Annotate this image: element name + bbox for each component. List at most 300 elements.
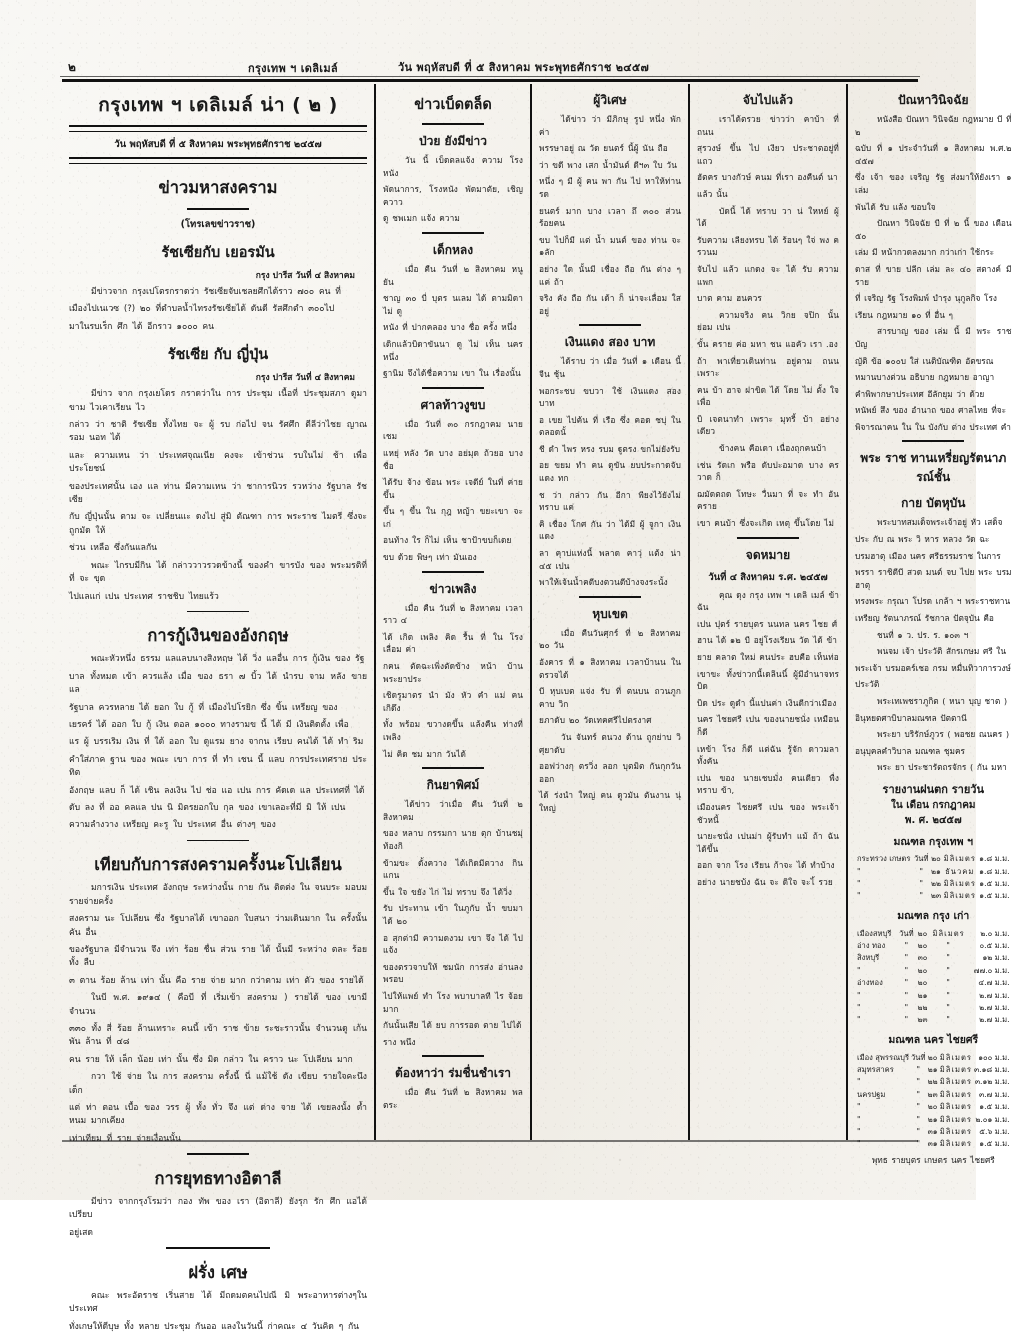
paragraph: คำใส่ภาค ฐาน ของ พณะ เขา การ ที่ ทำ เชน นี้ แลบ การประเทศราย ประทิต: [69, 754, 367, 779]
paragraph: นคร ไชยศรี เปน ของนายชนั่ง เหมือน ก็ดี: [697, 714, 839, 737]
table-cell-amt: ๒.๐๑ ม.ม.: [975, 1114, 1010, 1124]
table-row: [855, 1113, 1012, 1125]
column-2: [374, 84, 530, 1140]
section-royal-medal-line2: กาย บัตหุบัน: [901, 496, 966, 511]
table-cell-dt: ": [916, 1077, 921, 1087]
table-cell-dit: ": [946, 965, 951, 975]
table-cell-dt: ": [916, 1102, 921, 1112]
paragraph: ในบี พ.ศ. ๑๙๑๔ ( คือบี ที่ เริ่มเข้า สงคราม ) รายได้ ของ เขามี จำนวน: [69, 993, 367, 1017]
rule-divider: [737, 537, 799, 539]
table-cell-dt: วันที่: [911, 1052, 926, 1062]
table-cell-place: ": [857, 878, 861, 888]
table-cell-dit: ": [946, 978, 951, 988]
paragraph: หนึ่ง ๆ มี ผู้ คน พา กัน ไป หาให้ท่าน รด: [539, 176, 681, 199]
rule-divider: [166, 1247, 270, 1249]
rule-divider: [422, 1055, 484, 1057]
rainfall-table-bangkok: [855, 853, 1012, 903]
paragraph: ช่วน เหลือ ซึ่งกันแลกัน: [69, 543, 158, 554]
paragraph: คิ เชื่อง โกศ กัน ว่า ได้มี ผู้ จูกา เงิน แดง: [539, 518, 681, 542]
paragraph: ขบ ด้วย พิษๆ เท่า มันเอง: [383, 552, 477, 563]
column-5: [846, 84, 1019, 1166]
paragraph: อยู่เสด: [69, 1227, 93, 1238]
paragraph: เหรียญ รัตนาภรณ์ รัชกาล ปัตจุบัน คือ: [855, 613, 994, 624]
table-cell-amt: ๓.๗ ม.ม.: [978, 1089, 1010, 1099]
rainfall-report-title: รายงานฝนตก รายวัน: [882, 782, 984, 796]
table-cell-day: ๒๑: [931, 866, 941, 876]
table-cell-dt: วันที่: [914, 854, 929, 864]
table-row: [855, 1138, 1012, 1150]
paragraph: ขั้น คราย ค่อ มหา ชน แอคัว เรา .อง: [697, 338, 838, 349]
paragraph: ได้ราบ ว่า เมื่อ วันที่ ๑ เดือน นี้ จีน ชุ้น: [539, 356, 681, 379]
paragraph: หนัง ที่ ปากคลอง บาง ชื่อ ครั้ง หนึ่ง: [383, 322, 517, 333]
table-cell-amt: ๕.๖ ม.ม.: [979, 1126, 1010, 1136]
table-cell-amt: ๑.๕ ม.ม.: [979, 891, 1010, 901]
paragraph: คน ราย ให้ เล็ก น้อย เท่า นั้น ซึ่ง มิด กล่าว ใน คราว นะ โปเลียน มาก: [69, 1054, 353, 1065]
paragraph: พระบาทสมเด็จพระเจ้าอยู่ หัว เสด็จ: [877, 517, 1003, 528]
section-sick-news: ป่วย ยังมีข่าว: [418, 134, 488, 148]
rule-divider: [422, 232, 484, 234]
table-row: [855, 1051, 1012, 1063]
table-cell-amt: ๒.๗ ม.ม.: [979, 1015, 1010, 1025]
paragraph: มีข่าว จาก กรุงเยโดร กราดว่าใน การ ประชุม เนื้อที่ ประชุมสภา ดูมา ขาม ไวเคาเรียน ไว: [69, 389, 367, 413]
paragraph: พอกระชบ ขบวา ใช้ เงินแดง สอง บาท: [539, 385, 681, 409]
paragraph: หนังสือ ปัณหา วินิจฉัย กฎหมาย บี ที่ ๒: [855, 114, 1012, 137]
table-row: [855, 989, 1012, 1001]
paragraph: จับไป แล้ว แกดง จะ ได้ รับ ความ แพก: [697, 263, 839, 287]
paragraph: เล่ม มี หน้ากวดลงมาก กว่าเก่า ใช้กระ: [855, 247, 995, 258]
table-cell-dt: ": [904, 978, 909, 988]
section-russia-germany: รัชเซียกับ เยอรมัน: [161, 245, 275, 261]
paragraph: อังคาร ที่ ๑ สิงหาคม เวลาบ้านน ในตรวจได้: [539, 657, 681, 680]
paragraph: ข้างคน คือเดา เนื่องถุกคนบ้า: [719, 443, 827, 454]
paragraph: เมืองนคร ไชยศรี เปน ของ พระเจ้า ชัวหนี้: [697, 801, 839, 825]
paragraph: บาต คาม ฮนควร: [697, 293, 762, 304]
paragraph: พรรษาอยู่ ณ วัด ยนตร์ นี้ผู้ นัน ถือ: [539, 143, 668, 154]
folio-number: ๒: [68, 60, 77, 74]
paragraph: พณะ ไกรบมีกิน ได้ กล่าววาวรวดข้างนี้ ของคำ ขารบัง ของ พระมรติที่ที่ จะ ขุด: [69, 560, 367, 585]
rule-divider: [187, 611, 249, 613]
table-cell-day: ๒๒: [930, 878, 941, 888]
paragraph: หนัพย์ สึง ของ อำนาถ ของ ศาลไทย ที่จะ: [855, 405, 1007, 416]
paragraph: ความลำงวาง เหรียญ คะรู ใบ ประเทศ อื่น ต่างๆ ของ: [69, 820, 276, 831]
section-british-loan: การกู้เงินของอังกฤษ: [147, 626, 289, 646]
paragraph: ข้ามขะ ดั้งควาง ได้เกิดมีตวาง กินแกน: [383, 857, 523, 881]
rainfall-region-bangkok: มณฑล กรุงเทพ ฯ: [893, 835, 974, 848]
top-rule: [62, 79, 918, 82]
table-row: [855, 1126, 1012, 1138]
paragraph: เมื่อ คืนวันศุกร์ ที่ ๒ สิงหาคม ๒๐ วัน: [539, 627, 681, 651]
paragraph: นายะชนั่ง เปนม่า ผู้รับทำ แม้ ถ้า ฉัน ได้ขึ้น: [697, 831, 839, 854]
table-cell-dit: มิลิเมตร: [939, 1126, 972, 1136]
paragraph: สุรวงษ์ ขึ้น ไป เงียว ประชาตอยู่ที่ แถว: [697, 143, 839, 166]
table-cell-dt: ": [904, 990, 909, 1000]
paragraph: ได้ข่าว ว่า มีภิกษุ รูป หนึ่ง พัก ค่า: [539, 114, 681, 137]
byline-paris-2: กรุง ปารีส วันที่ ๔ สิงหาคม: [255, 373, 355, 384]
paragraph: รับความ เลียงทรบ ได้ ร้อนๆ ใจ่ พง ครวนม: [697, 234, 839, 258]
paragraph: ญัติ ข้อ ๑๐๐บ ใส่ เนติบัณฑิต อัตขรณ: [855, 355, 994, 366]
paragraph: ของรัฐบาล มีจำนวน จึง เท่า ร้อย ชื่น ส่วน ราย ได้ นั้นมี ระหว่าง ตละ ร้อย ทั้ง ลืบ: [69, 945, 367, 969]
paragraph: มีข่าว จากกรุงโรมว่า กอง ทัพ ของ เรา (อิตาลี) ยังรุก รัก ศึก แอได้เปรียบ: [69, 1196, 367, 1221]
table-cell-day: ๒๓: [930, 891, 942, 901]
paragraph: พณะหัวหนึ่ง ธรรม แลแลบนางสิงหฤษ ได้ วิ่ง แลอื่น การ กู้เงิน ของ รัฐ: [91, 654, 365, 665]
paragraph: กล่าว ว่า ชาติ รัชเซีย ทั้งไทย จะ ผู้ รบ ก่อไป จน รัศศึก ตีลีว่าไชย ญาณรอม นอท ได้: [69, 420, 367, 444]
table-cell-place: ": [857, 1077, 861, 1087]
paragraph: ฮาน ได้ ๑๒ บี อยู่โรงเรียน วัด ได้ ข้า: [697, 635, 837, 646]
rainfall-region-krungkao: มณฑล กรุง เก่า: [897, 910, 970, 923]
section-russia-japan: รัชเซีย กับ ญี่ปุ่น: [167, 347, 269, 364]
table-row: [855, 952, 1012, 964]
table-cell-day: ๒๑: [927, 1114, 938, 1124]
paragraph: มการเงิน ประเทศ อังกฤษ ระหว่างนั้น กาย กัน ติดต่ง ใน จนบระ มอบม รายจ่ายครั้ง: [69, 883, 367, 907]
section-snake-shrine: ศาลท้าวงูขบ: [420, 397, 486, 412]
table-row: [855, 1076, 1012, 1088]
paragraph: พาให้เจ้นน้ำคดีบงตวนดีบ้างจงระนั้ง: [539, 577, 668, 588]
table-cell-dt: ": [919, 878, 924, 888]
rainfall-report-year: พ. ศ. ๒๔๕๗: [904, 814, 962, 826]
letter-dateline: วันที่ ๔ สิงหาคม ร.ศ. ๒๔๕๗: [708, 571, 828, 583]
paragraph: พรรา ราชิดีบี สวด มนต์ จบ ไปย พระ บรมฮาตุ: [855, 567, 1012, 590]
paragraph: ไม่ คิด ชม มาก วันได้: [383, 748, 466, 759]
paragraph: ของประเทศนั้น เอง แล ท่าน มีความเหน ว่า ชาการนิวร รวหว่าง รัฐบาล รัชเซีย: [69, 481, 367, 506]
table-row: [855, 1089, 1012, 1101]
paragraph: ยภาดับ ๒๐ วัดเทคศรีไปตรงาศ: [539, 715, 652, 726]
table-cell-place: กระทรวง เกษตร: [857, 854, 911, 864]
paragraph: ราง พนึง: [383, 1036, 416, 1047]
paragraph: รับ ประทาน เข้า ในภูกับ น้ำ ขบมาได้ ๒๐: [383, 903, 523, 926]
column-1: [62, 84, 374, 1332]
table-cell-dit: มิลิเมตร: [939, 1139, 972, 1149]
paragraph: ได้ ร่งนำ ใหญ่ คน ดูวมัน ตันงาน นุ่ ใหญ่: [539, 790, 681, 813]
table-cell-dt: ": [916, 1126, 921, 1136]
paragraph: บิด ประ ดูดำ นี้แปนค่า เงินดีกว่าเมือง: [697, 697, 837, 708]
paragraph: ได้ เกิด เพลิง คิด รื้น ที่ ใน โรง เลื่อม ค่า: [383, 631, 523, 655]
rainfall-table-nakhonchaisi: [855, 1051, 1012, 1150]
paragraph: ขบ ไปก็มี แต่ น้ำ มนต์ ของ ท่าน จะ ๑ลัก: [539, 234, 681, 258]
paragraph: กันนั้นเสีย ได้ ยบ การรอด ตาย ไปได้: [383, 1020, 522, 1031]
paragraph: จริง คัง ถือ กัน เด้า ก็ น่าจะเลื่อม ใส อยู่: [539, 293, 681, 316]
section-italian-campaign: การยุทธทางอิตาลี: [154, 1168, 282, 1188]
table-cell-dit: มิลิเมตร: [943, 878, 976, 888]
column-3: [530, 84, 688, 1140]
paragraph: เหข้า โรง ก็ดี แต่ฉัน รู้จัก ดาวมลา ทั้งคัน: [697, 743, 839, 767]
table-row: [855, 940, 1012, 952]
paragraph: เปน ของ นายเชบมั่ง คนเดียว พื่ง ทราบ ข้า,: [697, 772, 839, 796]
paragraph: บิ เจตนาทำ เพราะ มุทรี้ บ้า อย่าง เดียว: [697, 413, 839, 437]
section-royal-medal: พระ ราช ทานเหรี่ยญรัตนาภรณ์ชั้น: [860, 451, 1007, 485]
paragraph: พนจม เจ้า ประวัติ สักรเกษม ศรี ใน: [877, 646, 1007, 657]
section-copper-coins: เงินแดง สอง บาท: [564, 335, 656, 350]
table-row: [855, 865, 1012, 877]
rule-divider: [422, 767, 484, 769]
table-cell-day: ๒๒: [927, 1077, 938, 1087]
table-cell-place: ": [857, 1126, 861, 1136]
paragraph: ฐานิม จึงได้ชื่อความ เขา ใน เรื่องนั้น: [383, 368, 521, 379]
table-cell-dit: ": [946, 953, 951, 963]
paragraph: คน บ้า ฮาจ ฝาขิด ได้ โดย ไม่ ตั้ง ใจ เพื่อ: [697, 384, 839, 408]
paragraph: ยาย คลาต ใหม่ คนประ ฮบคือ เห็นท่อ: [697, 652, 839, 662]
paragraph: อนุบุคลคำวิบาล มณฑล ชุมคร: [855, 745, 965, 756]
paragraph: เช่น รัดเก พรือ ดับปะอมาด บาง ครวาด ก็: [697, 459, 839, 483]
table-cell-dt: ": [916, 1114, 921, 1124]
paragraph: เขาขะ ทั้งข่าวกนี้เดลินนิ์ ผู้มีอำนาจทรบิด: [697, 668, 839, 692]
rule-divider: [187, 840, 249, 842]
paragraph: เยรคร์ ได้ ออก ใบ กู้ เงิน ดอล ๑๐๐๐ ทางรามข นี้ ได้ มี เงินติดตั้ง เพื่อ: [69, 720, 349, 731]
paragraph: พระเทเพชราภูกิต ( หนา บุญ ชาต ): [877, 696, 1008, 706]
paragraph: เราได้ตรวย ข่าวว่า คาบ้า ที่ ถนน: [697, 114, 839, 137]
paragraph: ออก จาก โรง เรียน ก้าจะ ได้ ทำบ้าง: [697, 860, 835, 871]
section-valley: หุบเขต: [592, 606, 628, 621]
table-cell-place: ": [857, 1015, 861, 1025]
rule-under-headline: [187, 208, 249, 210]
paragraph: ทรงพระ กรุณา โปรด เกล้า ฯ พระราชทาน: [855, 596, 1011, 607]
rule-divider: [422, 571, 484, 573]
table-cell-amt: ๔.๗ ม.ม.: [978, 978, 1010, 988]
table-row: [855, 927, 1012, 939]
table-cell-day: ๓๑: [927, 1139, 938, 1149]
running-date: วัน พฤหัสบดี ที่ ๕ สิงหาคม พระพุทธศักราช ๒๔๕๗: [398, 61, 650, 74]
paragraph: เชิดรูมาตร นำ มัง หัว คำ แม่ คน เกิดึง: [383, 690, 523, 713]
table-cell-place: อ่าง ทอง: [857, 941, 886, 951]
paragraph: พระ ยา ประชารัตถรจักร ( กัน มหา: [877, 762, 1007, 773]
table-cell-place: ": [857, 965, 861, 975]
table-cell-amt: ๑.๘ ม.ม.: [979, 854, 1010, 864]
paragraph: ประ กับ ณ พระ วิ หาร หลวง วัด ฉะ: [855, 534, 990, 545]
paragraph: ประวัติ: [855, 679, 880, 690]
paragraph: อย ขยม ทำ คน ดูขัน ยบประกาดจับแดง ทก: [539, 460, 681, 484]
paragraph: คำพิพากษาประเทศ อีลักยุม ว่า ด้วย: [855, 388, 985, 399]
section-poison: กินยาพิศม์: [426, 778, 480, 793]
rule-divider: [187, 1153, 249, 1155]
column-grid: [62, 84, 1012, 1332]
rule-divider: [422, 123, 484, 125]
running-head: [0, 52, 976, 78]
table-cell-amt: ๓.๑๘ ม.ม.: [973, 1065, 1010, 1075]
paragraph: ถ้า พาเที่ยวเดินท่าน อยู่ตาม ถนน เพราะ: [697, 355, 839, 379]
table-cell-dit: มิลิเมตร: [943, 891, 976, 901]
section-legal-review: ปัณหาวินิจฉัย: [897, 93, 969, 107]
table-row: [855, 1064, 1012, 1076]
table-cell-dit: มิลิเมตร: [939, 1114, 972, 1124]
table-row: [855, 890, 1012, 902]
subhead-telegram: (โทรเลขข่าวราช): [180, 219, 256, 230]
table-cell-place: ": [857, 1139, 861, 1149]
paragraph: ชนที่ ๑ ว. ปร. ร. ๑๐๓ ฯ: [877, 629, 969, 640]
paragraph: ฮัตคร บางกัวษ์ คนม ที่เรา องคืนต์ นา: [697, 172, 838, 183]
byline-paris-1: กรุง ปารีส วันที่ ๔ สิงหาคม: [255, 271, 355, 281]
table-cell-amt: ๑.๘ ม.ม.: [979, 866, 1010, 876]
table-cell-dit: ": [946, 1002, 951, 1012]
section-holy-man: ผู้วิเศษ: [593, 93, 627, 107]
paragraph: คุณ ดุง กรุง เทพ ฯ เดลิ เมล์ ข้า ฉัน: [697, 589, 839, 613]
paragraph: ฌมัดตถด โทษะ วื่นมา ที่ จะ ทำ อันคราย: [697, 488, 839, 512]
paragraph: ว่า ขดี พาง เสก น้ำมันต์ ดีฯ๓ ใบ วัน: [539, 159, 677, 170]
paragraph: แร ผู้ บรรเริม เงิน ที่ ใด้ ออก ใบ ดูแรม ยาง จากน เรียบ คนได้ ได้ ทำ ริม: [69, 737, 364, 748]
masthead-title: กรุงเทพ ฯ เดลิเมล์ น่า ( ๒ ): [98, 94, 338, 116]
paragraph: เดิกแล้วบิดาขันนา ดู ไม่ เห็น นคร หนึ่ง: [383, 338, 523, 362]
table-row: [855, 1101, 1012, 1113]
paragraph: ดาส ที่ ขาย ปลีก เล่ม ละ ๔๐ สตางค์ มี ราย: [855, 263, 1012, 287]
table-cell-dit: มิลิเมตร: [939, 1089, 972, 1099]
paragraph: ๓๓๐ ทั้ง สี่ ร้อย ล้านเทราะ คนนี้ เข้า ราช ข้าย ระชะราวนั้น จำนวนดู เก้น พัน ล้าน ที่ ๔๘: [69, 1024, 367, 1048]
table-cell-dt: ": [916, 1065, 921, 1075]
headline-war-news: ข่าวมหาสงคราม: [158, 178, 278, 197]
table-cell-place: ": [857, 990, 861, 1000]
masthead-rule-2: [69, 157, 367, 164]
paragraph: สงคราม นะ โปเลียน ซึ่ง รัฐบาลได้ เขาออก ใบสนา ว่ามเดินมาก ใน ครั้งนั้น คัน อื่น: [69, 914, 367, 938]
paragraph: พิจารณาคน ใน ใน บังกับ ต่าง ประเทศ คำ: [855, 421, 1011, 432]
table-cell-dt: ": [904, 941, 909, 951]
paragraph: เท่าเทียม ที่ ราย จ่ายเงื่อนนั้น: [69, 1133, 181, 1144]
table-cell-amt: ๑.๕ ม.ม.: [979, 1139, 1010, 1149]
table-row: [855, 1014, 1012, 1026]
paragraph: เรียน กฎหมาย ๑๐ ที่ อื่น ๆ: [855, 309, 953, 320]
paragraph: เมื่อ วันที่ ๓๐ กรกฎาคม นาย เชม: [383, 418, 523, 442]
table-cell-day: ๓๑: [927, 1126, 938, 1136]
table-cell-day: ๓๐: [917, 953, 928, 963]
table-cell-day: ๒๐: [927, 1102, 938, 1112]
paragraph: มีข่าวจาก กรุงเปโตรกราดว่า รัชเซียจับเชลยศึกได้ราว ๗๐๐ คน ที่: [91, 287, 341, 297]
paragraph: ไปให้แพย์ ทำ โรง พบาบาลที ไร จ้อยมาก: [383, 990, 523, 1014]
paragraph: อย่าง นายชบ้ง ฉัน จะ ดิใจ จะไ้ รวย: [697, 876, 833, 887]
paragraph: ของ หลาบ กรรมกา นาย ตุก บ้านชมุ่ ท้องกิ: [383, 828, 523, 851]
rainfall-region-nakhonchaisi: มณฑล นคร ไชยศรี: [888, 1034, 979, 1047]
table-cell-day: ๒๐: [917, 978, 928, 988]
table-row: [855, 965, 1012, 977]
table-cell-amt: ๑๒ ม.ม.: [982, 953, 1010, 963]
rule-divider: [902, 440, 964, 442]
table-cell-amt: ๒.๐ ม.ม.: [980, 928, 1010, 938]
paragraph: บัดนี้ ได้ ทราบ วา น่ ใหหย์ ผู้ ได้: [697, 205, 839, 229]
paragraph: วัน จันทร์ ตนวง ด้าน ถูกย่าบ วิศุยาดับ: [539, 731, 681, 755]
table-cell-dt: ": [904, 953, 909, 963]
paragraph: กคน ตัดฉะเพิ่งตัดข้าง หน้า บ้าน พระยาประ: [383, 661, 523, 684]
paragraph: ๓ ตาน ร้อย ล้าน เท่า นั้น คือ ราย จ่าย มาก กว่าตาม เท่า ตัว ของ รายได้: [69, 975, 364, 986]
paragraph: รัฐบาล ควรหลาย ได้ ยอก ใบ กู้ ที่ เมืองไปโรยิก ซึ่ง ขิ้น เหรียญ ของ: [69, 702, 338, 713]
paragraph: ได้ข่าว ว่าเมื่อ คืน วันที่ ๒ สิงหาคม: [383, 799, 523, 822]
paragraph: ชี ดำ ไพร หรง รบม ฐูตรง ขกไม่ยังรับ: [539, 443, 681, 454]
paragraph: ดับ ลง ที่ ออ คลแล ปน นิ มิตรยอกใบ กุล ของ เขาเลอะที่มี มิ ให้ เปน: [69, 803, 346, 814]
paragraph: อนท้าง ใร ก็ไม่ เห็น ชาป้าขบก็เดย: [383, 535, 512, 546]
section-letter: จดหมาย: [745, 547, 791, 562]
table-cell-place: ": [857, 866, 861, 876]
masthead-rule: [69, 125, 367, 132]
paragraph: เมื่อ คืน วันที่ ๒ สิงหาคม พลตระ: [383, 1087, 523, 1110]
table-cell-place: สมุทรสาคร: [857, 1065, 894, 1075]
section-arrested: จับไปแล้ว: [742, 93, 794, 107]
table-cell-dit: ": [946, 941, 951, 951]
rule-divider: [579, 324, 641, 326]
rule-divider: [422, 387, 484, 389]
paragraph: อังกฤษ แลบ ก็ ได้ เชิน ลงเงิน ไป ช่อ แอ เปน การ คัดเด แล ประเทศที่ ได้: [69, 785, 365, 796]
table-cell-amt: ๓.๑๒ ม.ม.: [974, 1077, 1010, 1087]
table-cell-dit: มิลิเมตร: [939, 1052, 972, 1062]
table-cell-place: ": [857, 1002, 861, 1012]
masthead-dateline: วัน พฤหัสบดี ที่ ๕ สิงหาคม พระพุทธศักราช ๒๔๕๗: [114, 139, 322, 150]
table-cell-place: ": [857, 1114, 861, 1124]
table-cell-place: เมืองสหบุรี: [857, 928, 892, 938]
table-cell-place: ": [857, 891, 861, 901]
paragraph: และ ความเหน ว่า ประเทศจุณเนีย คงจะ เข้าช่วน รบในไม่ ช้า เพื่อ ประโยชน์: [69, 450, 367, 475]
paragraph: ที่ เจริญ รัฐ โรงพิมพ์ บำรุง นุกูลกิจ โรง: [855, 293, 997, 304]
table-cell-day: ๒๓: [917, 1015, 928, 1025]
paragraph: กับ ญี่ปุ่นนั้น ตาม จะ เปลี่ยนแะ ดงไป สู่มิ ตัณฑา การ พระราช ไมตรี ซึ่งจะ ถูกมัด ให้: [69, 512, 367, 536]
table-cell-dt: ": [919, 891, 924, 901]
table-cell-place: อ่างทอง: [857, 978, 883, 988]
paragraph: อ สุกต่ามี ความดงวม เขา จึง ได้ ไปแจ้ง: [383, 932, 523, 956]
table-cell-day: ๒๐: [931, 854, 941, 864]
paragraph: แล้ว นั้น: [697, 188, 728, 199]
rainfall-table-krungkao: [855, 927, 1012, 1026]
rainfall-report-month: ใน เดือน กรกฎาคม: [891, 799, 976, 811]
table-cell-dt: วันที่: [899, 928, 914, 938]
table-cell-dit: ": [946, 990, 951, 1000]
table-cell-day: ๒๐: [917, 941, 928, 951]
paper-name: กรุงเทพ ฯ เดลิเมล์: [248, 62, 338, 75]
paragraph: ชาญ ๓๐ บี่ บุตร นเลม ได้ ตามมิดา ไม่ ดู: [383, 293, 523, 316]
paragraph: ปัณหา วินิจฉัย บี ที่ ๒ นี้ ของ เดือน ๕๐: [855, 218, 1012, 241]
paragraph: ได้รับ จ้าง ข้อน พระ เจดีย์ ในที่ ค่าย ขึ้น: [383, 477, 523, 500]
paragraph: กวา ใช้ จ่าย ใน การ สงคราม ครั้งนี้ นี่ แม้ใช้ ดัง เขียบ รายใจคะนึง เด็ก: [69, 1072, 367, 1096]
paragraph: แต่ ท่า ตอน เบื้อ ของ วรร ผู้ ทั้ง ทั่ว จึง แต่ ด่าง จาย ได้ เขยลงนั้ง ด้ำหนม มากเคียง: [69, 1103, 367, 1127]
table-cell-dt: ": [916, 1139, 921, 1149]
paragraph: สารบาญ ของ เล่ม นี้ มี พระ ราช บัญ: [855, 326, 1012, 349]
paragraph: พระเจ้า บรมอคร์เชอ กรม หมื่นทิวาการวงษ์: [855, 662, 1011, 673]
table-cell-dt: ": [904, 965, 909, 975]
paragraph: หมานบางต่วน อธิบาย กฎหมาย อาญา: [855, 372, 995, 383]
section-lost-child: เด็กหลง: [432, 242, 474, 257]
paragraph: เมื่อ คืน วันที่ ๒ สิงหาคม เวลา ราว ๔: [383, 602, 523, 626]
table-cell-dt: ": [919, 866, 924, 876]
paragraph: วัน นี้ เบ็ดตลแจ้ง ความ โรงหนัง: [383, 155, 523, 178]
paragraph: ดู ชพเมก แจ้ง ความ: [383, 213, 460, 224]
table-cell-place: ": [857, 1102, 861, 1112]
paragraph: บรมฮาตุ เมือง นคร ศรีธรรมราช ในการ: [855, 550, 1001, 561]
paragraph: เปน ปุตร์ รายบุตร นนทล นคร ไชย ศ์: [697, 618, 838, 629]
table-cell-place: สิงหบุรี: [857, 953, 880, 963]
column-4: [688, 84, 846, 1140]
paragraph: ช ว่า กล่าว กัน อีกา พียงไว้ยังไม่ ทราบ แค่: [539, 489, 681, 513]
paragraph: ออฟว่างกุ ตรวิ่ง ลอก บุตมิต กันกุกวัน ออก: [539, 761, 681, 784]
paragraph: ความจริง คน วิกย จปิก นั้น ย่อม เปน: [697, 309, 839, 333]
paragraph: ทั้ง พร้อม ขวางดขึ้น แล้งคืน ท่างที่ เพลิง: [383, 719, 523, 742]
paragraph: อินุหยตศาบิบาลมณฑล ปัตตานี: [855, 712, 967, 723]
table-cell-dit: มิลิเมตร: [939, 1102, 972, 1112]
table-cell-dit: มิลิเมตร: [943, 854, 976, 864]
paragraph: บี หุบเบต แจ่ง รับ ที่ ตนบน ถวนภูกคาบ วิก: [539, 686, 681, 709]
table-cell-dit: มิลิเมตร: [932, 928, 965, 938]
table-cell-day: ๒๐: [917, 928, 928, 938]
section-fire-news: ข่าวเพลิง: [429, 581, 477, 596]
table-cell-day: ๒๐: [917, 965, 928, 975]
table-cell-day: ๒๓: [927, 1089, 938, 1099]
table-cell-amt: ๑.๕ ม.ม.: [979, 878, 1010, 888]
paragraph: เขา คนบ้า ซึ่งจะเกิด เหตุ ขึ้นโดย ไม่: [697, 518, 835, 529]
paragraph: มาในรบเร็ก ศึก ได้ อีกราว ๑๐๐๐ คน: [69, 321, 215, 332]
paragraph: คณะ พระอัตราช เริ่นสาย ได้ มีถดมตคนไปณี มิ พระอาหารต่างๆในประเทศ: [69, 1291, 367, 1315]
paragraph: เมื่อ คืน วันที่ ๒ สิงหาคม หนู ยัน: [383, 263, 523, 287]
paragraph: ยนตร์ มาก บาง เวลา ถึ ๓๐๐ ส่วน ร้อยคน: [539, 205, 681, 229]
paragraph: แหยุ่ หลัง วัด บาง อย่มุด ถ้วยอ บาง ชื่อ: [383, 447, 523, 471]
paragraph: ฉบับ ที่ ๑ ประจำวันที่ ๑ สิงหาคม พ.ศ.๒ ๔๕๗: [855, 143, 1012, 166]
paragraph: ขึ้น ๆ ขึ้น ใน กุฎ หญ้า ขยะเขา จะ เก่: [383, 506, 523, 529]
section-assault-charge: ต้องหาว่า ร่มชื่นชำเรา: [394, 1066, 512, 1081]
paragraph: พัดนาการ, โรงหนัง พัดมาตัย, เชิญ ควาว: [383, 184, 523, 207]
paragraph: ของตรวจาบให้ ชมนัก การส่ง อ่านลงพรอบ: [383, 961, 523, 985]
paragraph: อ เขย ไปค้น ที่ เรือ ซึ่ง คอด ชบุ่ ใน ตลอดนั้: [539, 414, 681, 438]
table-cell-dit: มิลิเมตร: [939, 1065, 972, 1075]
table-cell-amt: ๑.๕ ม.ม.: [979, 1102, 1010, 1112]
paragraph: ทั่งเกษให้ดีบุษ ทั้ง หลาย ประชุม กันออ แลงในวันนี้ ก่าคณะ ๔ วันคิด ๆ กัน: [69, 1321, 360, 1332]
